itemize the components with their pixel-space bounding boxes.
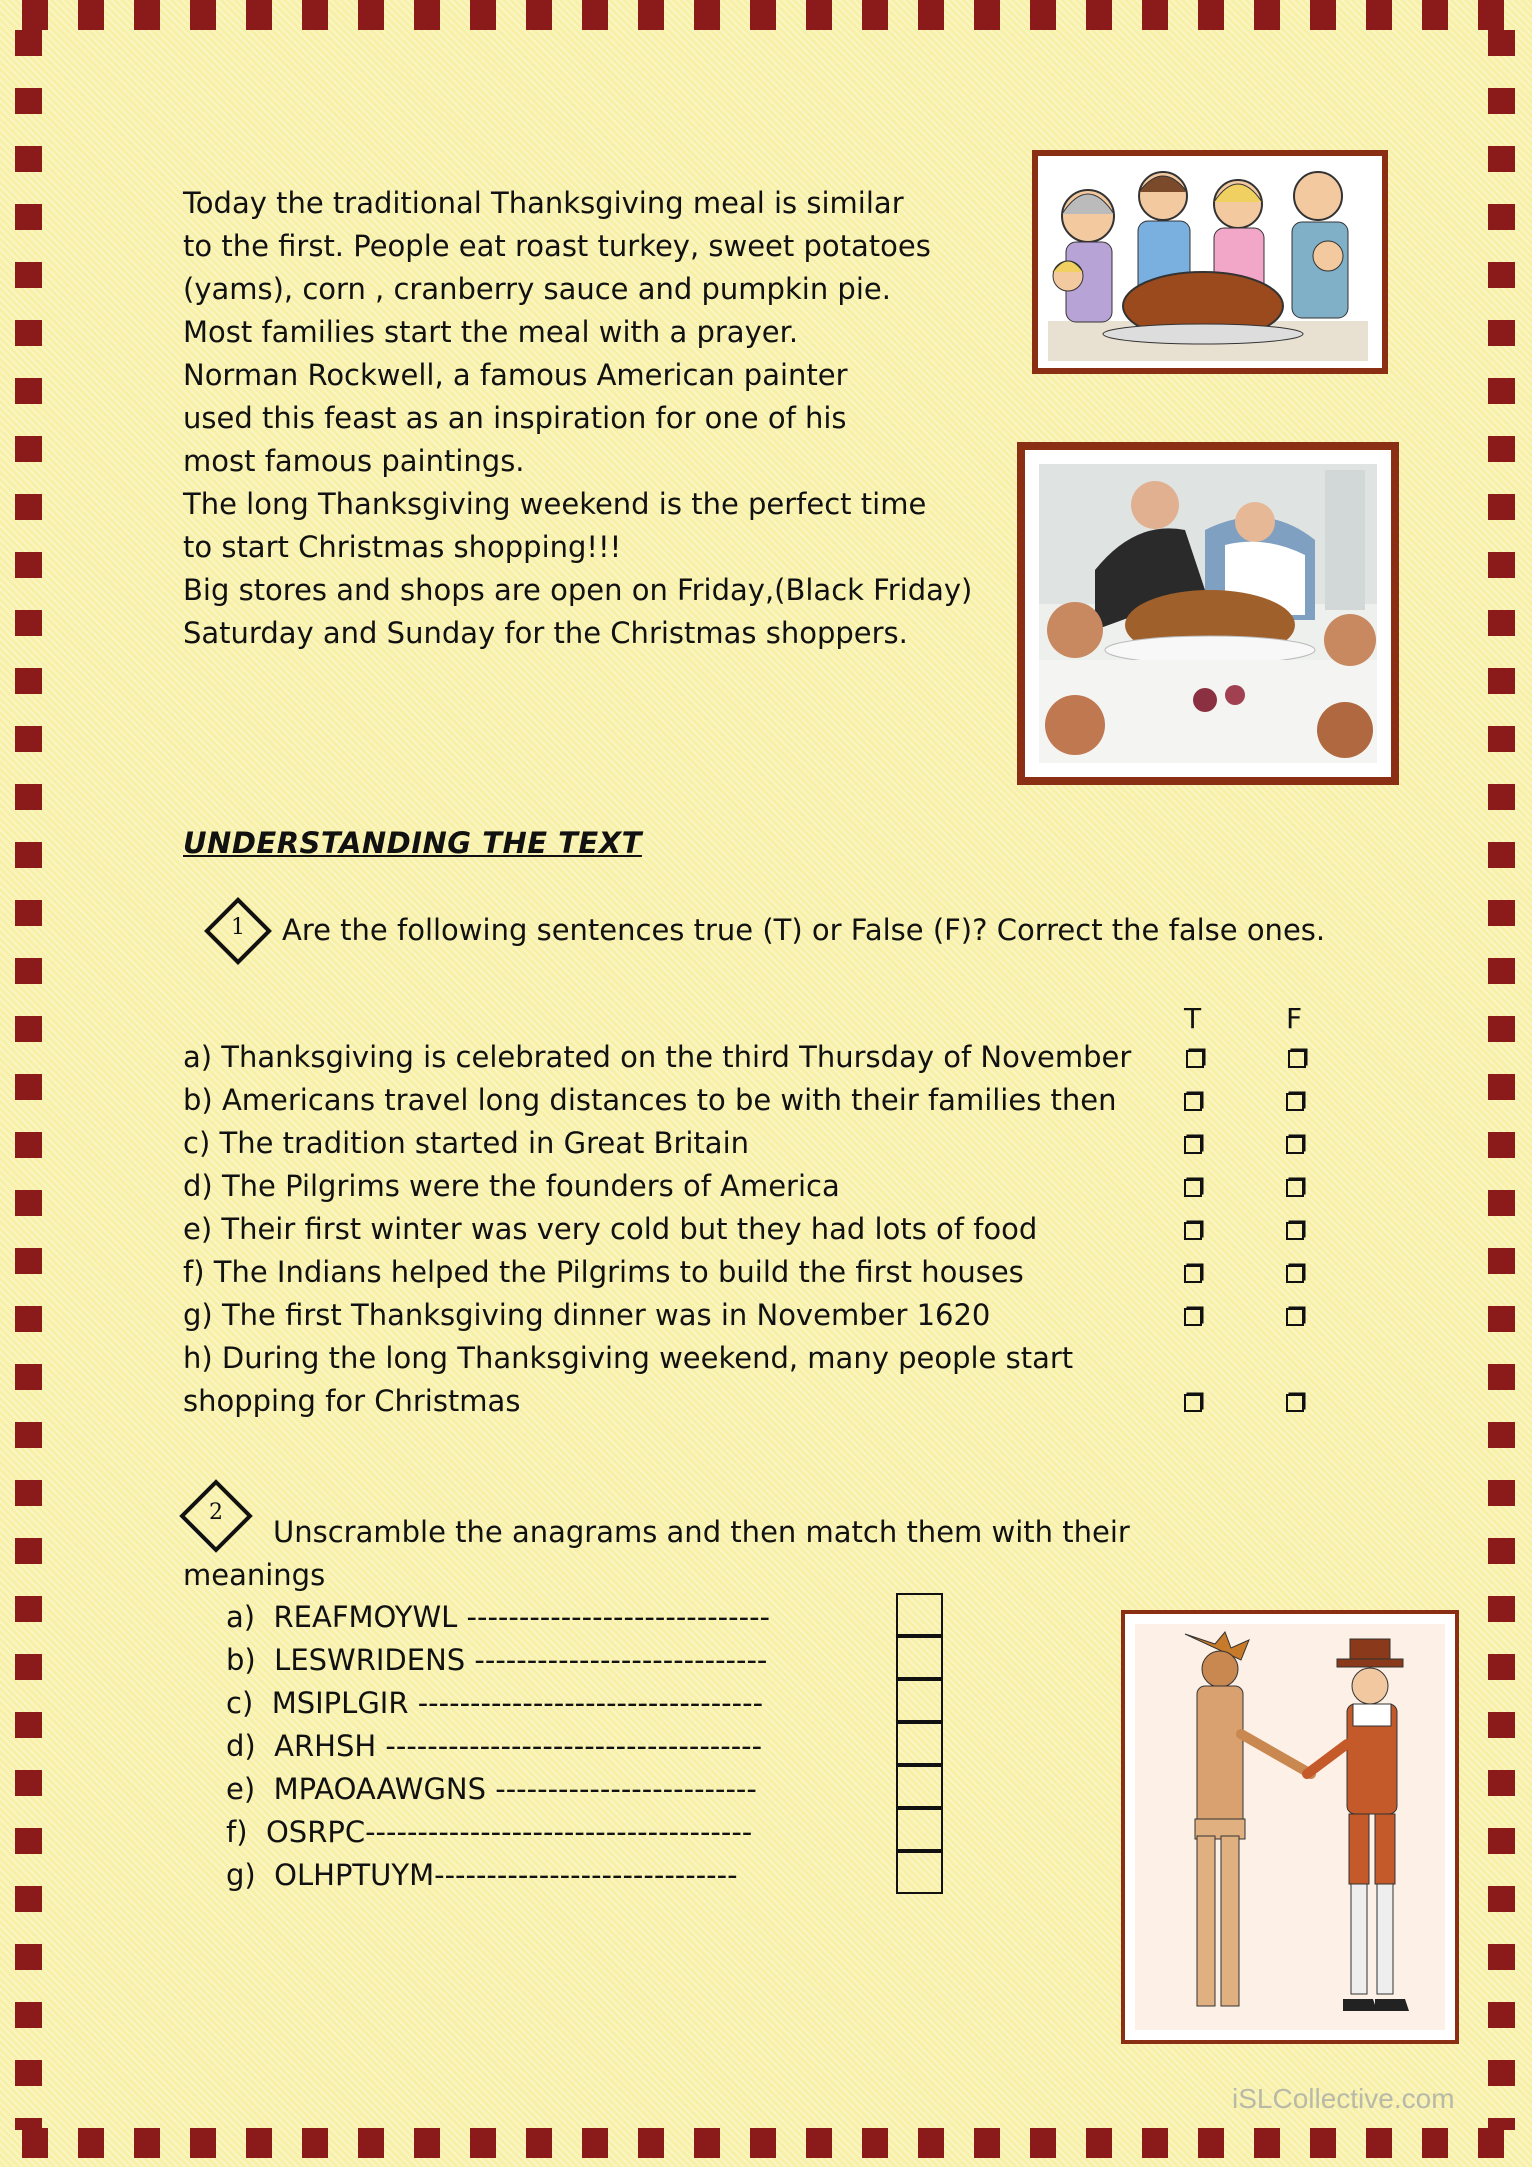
checkbox-g-true[interactable] xyxy=(1184,1308,1202,1326)
checkbox-c-false[interactable] xyxy=(1286,1136,1304,1154)
answer-box-d[interactable] xyxy=(896,1722,943,1765)
dashed-border-top xyxy=(22,0,1510,30)
checkbox-b-false[interactable] xyxy=(1286,1093,1304,1111)
statement-f: f) The Indians helped the Pilgrims to build the first houses xyxy=(183,1255,1024,1289)
answer-box-a[interactable] xyxy=(896,1593,943,1636)
checkbox-d-true[interactable] xyxy=(1184,1179,1202,1197)
anagram-a: a) REAFMOYWL ----------------------------- xyxy=(226,1600,771,1634)
checkbox-e-true[interactable] xyxy=(1184,1222,1202,1240)
checkbox-f-false[interactable] xyxy=(1286,1265,1304,1283)
statement-g: g) The first Thanksgiving dinner was in November 1620 xyxy=(183,1298,991,1332)
exercise-2-instruction: Unscramble the anagrams and then match them with their xyxy=(273,1515,1130,1549)
anagram-e: e) MPAOAAWGNS ------------------------- xyxy=(226,1772,757,1806)
answer-box-c[interactable] xyxy=(896,1679,943,1722)
checkbox-b-true[interactable] xyxy=(1184,1093,1202,1111)
rockwell-painting-drawing xyxy=(1025,450,1391,777)
anagram-d: d) ARHSH ------------------------------------ xyxy=(226,1729,763,1763)
dashed-border-bottom xyxy=(22,2128,1510,2158)
dashed-border-right xyxy=(1488,30,1515,2130)
statement-d: d) The Pilgrims were the founders of America xyxy=(183,1169,840,1203)
anagram-f: f) OSRPC------------------------------------- xyxy=(226,1815,753,1849)
anagram-c: c) MSIPLGIR --------------------------------- xyxy=(226,1686,764,1720)
answer-box-f[interactable] xyxy=(896,1808,943,1851)
exercise-1-number: 1 xyxy=(231,915,245,940)
pilgrim-handshake-drawing xyxy=(1125,1614,1455,2040)
checkbox-e-false[interactable] xyxy=(1286,1222,1304,1240)
checkbox-d-false[interactable] xyxy=(1286,1179,1304,1197)
statement-h: h) During the long Thanksgiving weekend, many people start shopping for Christmas xyxy=(183,1341,1074,1418)
reading-paragraph: Today the traditional Thanksgiving meal is similar to the first. People eat roast turkey, sweet potatoes (yams), corn , cranberry sauce and pumpkin pie. Most families start the meal with a prayer. Norman Rockwell, a famous American painter used this feast as an inspiration for one of his most famous paintings. The long Thanksgiving weekend is the perfect time to start Christmas shopping!!! Big stores and shops are open on Friday,(Black Friday) Saturday and Sunday for the Christmas shoppers. xyxy=(183,186,973,650)
exercise-1-instruction: Are the following sentences true (T) or False (F)? Correct the false ones. xyxy=(282,913,1326,947)
checkbox-c-true[interactable] xyxy=(1184,1136,1202,1154)
true-column-header: T xyxy=(1184,1002,1202,1035)
false-column-header: F xyxy=(1286,1002,1303,1035)
watermark-text: iSLCollective.com xyxy=(1232,2083,1455,2114)
anagram-b: b) LESWRIDENS ---------------------------- xyxy=(226,1643,768,1677)
answer-box-b[interactable] xyxy=(896,1636,943,1679)
anagram-g: g) OLHPTUYM----------------------------- xyxy=(226,1858,738,1892)
checkbox-f-true[interactable] xyxy=(1184,1265,1202,1283)
rockwell-painting-image xyxy=(1017,442,1399,785)
answer-box-g[interactable] xyxy=(896,1851,943,1894)
checkbox-h-false[interactable] xyxy=(1286,1394,1304,1412)
exercise-2-number: 2 xyxy=(209,1500,223,1525)
statement-c: c) The tradition started in Great Britain xyxy=(183,1126,750,1160)
statement-a: a) Thanksgiving is celebrated on the third Thursday of November xyxy=(183,1040,1132,1074)
answer-box-e[interactable] xyxy=(896,1765,943,1808)
family-dinner-illustration xyxy=(1032,150,1388,374)
checkbox-g-false[interactable] xyxy=(1286,1308,1304,1326)
checkbox-a-false[interactable] xyxy=(1288,1050,1306,1068)
family-dinner-drawing xyxy=(1038,156,1382,368)
dashed-border-left xyxy=(15,30,42,2130)
checkbox-a-true[interactable] xyxy=(1186,1050,1204,1068)
exercise-2-instruction-continued: meanings xyxy=(183,1558,326,1592)
pilgrim-handshake-illustration xyxy=(1121,1610,1459,2044)
checkbox-h-true[interactable] xyxy=(1184,1394,1202,1412)
section-heading: UNDERSTANDING THE TEXT xyxy=(183,826,642,860)
statement-b: b) Americans travel long distances to be with their families then xyxy=(183,1083,1117,1117)
statement-e: e) Their first winter was very cold but they had lots of food xyxy=(183,1212,1038,1246)
